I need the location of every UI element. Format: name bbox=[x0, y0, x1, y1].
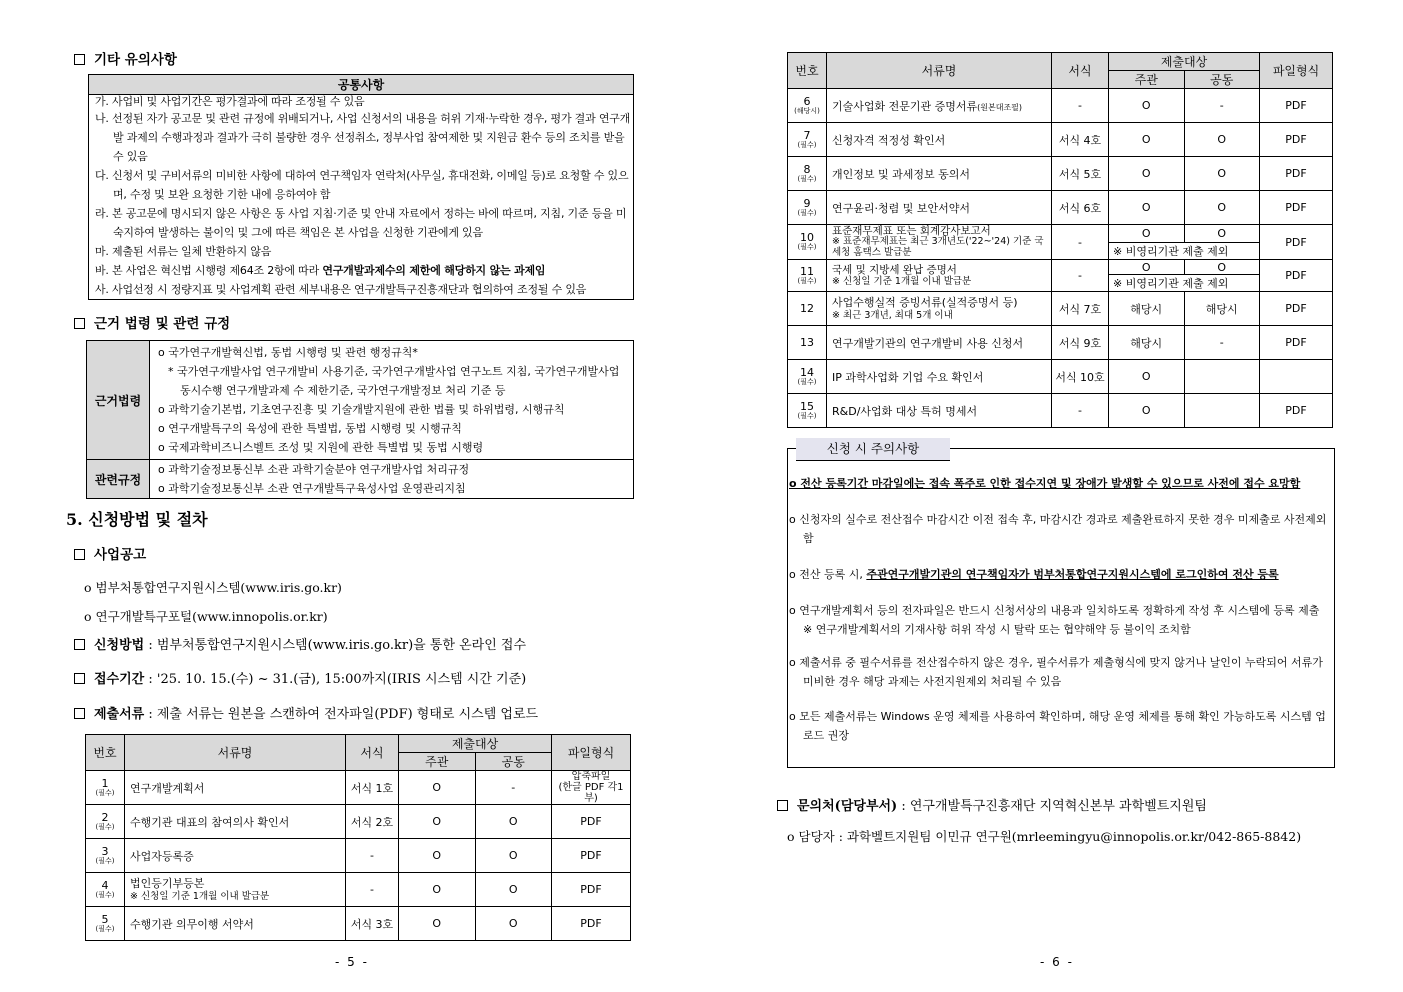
col-file: 파일형식 bbox=[1260, 53, 1333, 89]
col-no: 번호 bbox=[86, 735, 125, 771]
caution-item: o 신청자의 실수로 전산접수 마감시간 이전 접속 후, 마감시간 경과로 제출완료하지 못한 경우 미제출로 사전제외 함 bbox=[789, 513, 1327, 545]
table-row: 5 (필수) 수행기관 의무이행 서약서 서식 3호 O O PDF bbox=[86, 907, 631, 941]
law-table bbox=[86, 340, 634, 499]
checkbox-square-icon bbox=[74, 549, 85, 560]
col-main: 주관 bbox=[1109, 71, 1185, 89]
common-item: 다. 신청서 및 구비서류의 미비한 사항에 대하여 연구책임자 연락처(사무실, 휴대전화, 이메일 등)로 요청할 수 있으며, 수정 및 보완 요청한 기한 내에 응하여야 함 bbox=[95, 169, 629, 201]
table-row: 9 (필수) 연구윤리·청렴 및 보안서약서 서식 6호 O O PDF bbox=[788, 191, 1333, 225]
common-notes-table bbox=[88, 74, 634, 300]
common-notes-header: 공통사항 bbox=[89, 75, 634, 95]
announce-item-innopolis: o 연구개발특구포털(www.innopolis.or.kr) bbox=[84, 609, 328, 624]
table-row: 7 (필수) 신청자격 적정성 확인서 서식 4호 O O PDF bbox=[788, 123, 1333, 157]
common-item: 사. 사업선정 시 정량지표 및 사업계획 관련 세부내용은 연구개발특구진흥재단과 협의하여 조정될 수 있음 bbox=[95, 283, 587, 296]
caution-item: o 전산 등록 시, 주관연구개발기관의 연구책임자가 범부처통합연구지원시스템에 로그인하여 전산 등록 bbox=[789, 568, 1279, 581]
col-main: 주관 bbox=[399, 753, 476, 771]
caution-note: ※ 연구개발계획서의 기재사항 허위 작성 시 탈락 또는 협약해약 등 불이익 조치함 bbox=[803, 623, 1191, 636]
law-item: * 국가연구개발사업 연구개발비 사용기준, 국가연구개발사업 연구노트 지침, 국가연구개발사업 동시수행 연구개발과제 수 제한기준, 국가연구개발정보 처리 기준 등 bbox=[168, 365, 620, 397]
table-row: 1 (필수) 연구개발계획서 서식 1호 O - 압축파일 (한글 PDF 각1부) bbox=[86, 771, 631, 805]
rule-label: 관련규정 bbox=[87, 460, 150, 499]
rule-item: o 과학기술정보통신부 소관 과학기술분야 연구개발사업 처리규정 bbox=[158, 463, 470, 476]
section5-title: 5. 신청방법 및 절차 bbox=[66, 510, 208, 529]
caution-item: o 전산 등록기간 마감일에는 접속 폭주로 인한 접수지연 및 장애가 발생할 수 있으므로 사전에 접수 요망함 bbox=[789, 477, 1301, 490]
col-joint: 공동 bbox=[475, 753, 552, 771]
docs-table-right bbox=[787, 52, 1333, 428]
common-item: 마. 제출된 서류는 일체 반환하지 않음 bbox=[95, 245, 272, 258]
period-line: 접수기간 : '25. 10. 15.(수) ~ 31.(금), 15:00까지(IRIS 시스템 시간 기준) bbox=[74, 668, 526, 687]
checkbox-square-icon bbox=[74, 54, 85, 65]
law-item: o 연구개발특구의 육성에 관한 특별법, 동법 시행령 및 시행규칙 bbox=[158, 422, 462, 435]
checkbox-square-icon bbox=[74, 639, 85, 650]
col-name: 서류명 bbox=[827, 53, 1052, 89]
col-target: 제출대상 bbox=[1109, 53, 1260, 71]
common-item: 가. 사업비 및 사업기간은 평가결과에 따라 조정될 수 있음 bbox=[95, 95, 365, 108]
common-item: 라. 본 공고문에 명시되지 않은 사항은 동 사업 지침·기준 및 안내 자료에서 정하는 바에 따르며, 지침, 기준 등을 미숙지하여 발생하는 불이익 및 그에 따른 책임은 본 사업을 신청한 기관에게 있음 bbox=[95, 207, 627, 239]
table-row: 3 (필수) 사업자등록증 - O O PDF bbox=[86, 839, 631, 873]
caution-item: o 연구개발계획서 등의 전자파일은 반드시 신청서상의 내용과 일치하도록 정확하게 작성 후 시스템에 등록 제출 bbox=[789, 604, 1320, 617]
caution-title: 신청 시 주의사항 bbox=[796, 438, 950, 461]
section-law-heading: 근거 법령 및 관련 규정 bbox=[74, 312, 230, 332]
table-row: 13 연구개발기관의 연구개발비 사용 신청서 서식 9호 해당시 - PDF bbox=[788, 326, 1333, 360]
checkbox-square-icon bbox=[74, 318, 85, 329]
table-row: 15 (필수) R&D/사업화 대상 특허 명세서 - O PDF bbox=[788, 394, 1333, 428]
nonprofit-note: ※ 비영리기관 제출 제외 bbox=[1109, 275, 1260, 292]
col-form: 서식 bbox=[1052, 53, 1109, 89]
checkbox-square-icon bbox=[74, 673, 85, 684]
table-row: 12 사업수행실적 증빙서류(실적증명서 등) ※ 최근 3개년, 최대 5개 이내 서식 7호 해당시 해당시 PDF bbox=[788, 292, 1333, 326]
announce-heading: 사업공고 bbox=[74, 543, 146, 563]
col-target: 제출대상 bbox=[399, 735, 552, 753]
common-item: 나. 선정된 자가 공고문 및 관련 규정에 위배되거나, 사업 신청서의 내용을 허위 기재·누락한 경우, 평가 결과 연구개발 과제의 수행과정과 결과가 극히 불량한 경우 선정취소, 정부사업 참여제한 및 지원금 환수 등의 조치를 받을 수 있음 bbox=[95, 112, 631, 163]
checkbox-square-icon bbox=[74, 708, 85, 719]
table-row: 6 (해당시) 기술사업화 전문기관 증명서류(원본대조필) - O - PDF bbox=[788, 89, 1333, 123]
caution-item: o 모든 제출서류는 Windows 운영 체제를 사용하여 확인하며, 해당 운영 체제를 통해 확인 가능하도록 시스템 업로드 권장 bbox=[789, 710, 1326, 742]
col-file: 파일형식 bbox=[552, 735, 631, 771]
caution-list bbox=[789, 474, 1333, 745]
col-joint: 공동 bbox=[1184, 71, 1260, 89]
col-name: 서류명 bbox=[125, 735, 346, 771]
contact-line: 문의처(담당부서) : 연구개발특구진흥재단 지역혁신본부 과학벨트지원팀 bbox=[777, 795, 1207, 814]
col-form: 서식 bbox=[346, 735, 399, 771]
table-row: 10 (필수) 표준재무제표 또는 회계감사보고서 ※ 표준재무제표는 최근 3개년도('22~'24) 기준 국세청 홈택스 발급분 - O O PDF bbox=[788, 225, 1333, 243]
announce-item-iris: o 범부처통합연구지원시스템(www.iris.go.kr) bbox=[84, 580, 342, 595]
table-row: 2 (필수) 수행기관 대표의 참여의사 확인서 서식 2호 O O PDF bbox=[86, 805, 631, 839]
col-no: 번호 bbox=[788, 53, 827, 89]
method-line: 신청방법 : 범부처통합연구지원시스템(www.iris.go.kr)을 통한 온라인 접수 bbox=[74, 634, 526, 653]
rule-item: o 과학기술정보통신부 소관 연구개발특구육성사업 운영관리지침 bbox=[158, 482, 466, 495]
nonprofit-note: ※ 비영리기관 제출 제외 bbox=[1109, 243, 1260, 260]
law-label: 근거법령 bbox=[87, 341, 150, 460]
law-item: o 국제과학비즈니스벨트 조성 및 지원에 관한 특별법 및 동법 시행령 bbox=[158, 441, 484, 454]
table-row: 4 (필수) 법인등기부등본 ※ 신청일 기준 1개월 이내 발급분 - O O PDF bbox=[86, 873, 631, 907]
docs-table-left bbox=[85, 734, 631, 941]
table-row: 8 (필수) 개인정보 및 과세정보 동의서 서식 5호 O O PDF bbox=[788, 157, 1333, 191]
checkbox-square-icon bbox=[777, 800, 788, 811]
table-row: 14 (필수) IP 과학사업화 기업 수요 확인서 서식 10호 O bbox=[788, 360, 1333, 394]
law-item: o 과학기술기본법, 기초연구진흥 및 기술개발지원에 관한 법률 및 하위법령, 시행규칙 bbox=[158, 403, 565, 416]
caution-item: o 제출서류 중 필수서류를 전산접수하지 않은 경우, 필수서류가 제출형식에 맞지 않거나 날인이 누락되어 서류가 미비한 경우 해당 과제는 사전지원제외 처리될 수 있음 bbox=[789, 656, 1323, 688]
contact-person: o 담당자 : 과학벨트지원팀 이민규 연구원(mrleemingyu@innopolis.or.kr/042-865-8842) bbox=[787, 829, 1302, 844]
page-number-right: - 6 - bbox=[1040, 955, 1074, 969]
docs-line: 제출서류 : 제출 서류는 원본을 스캔하여 전자파일(PDF) 형태로 시스템 업로드 bbox=[74, 703, 538, 722]
section-notes-heading: 기타 유의사항 bbox=[74, 48, 177, 68]
page-number-left: - 5 - bbox=[335, 955, 369, 969]
law-item: o 국가연구개발혁신법, 동법 시행령 및 관련 행정규칙* bbox=[158, 346, 418, 359]
table-row: 11 (필수) 국세 및 지방세 완납 증명서 ※ 신청일 기준 1개월 이내 발급분 - O O PDF bbox=[788, 260, 1333, 275]
common-item: 바. 본 사업은 혁신법 시행령 제64조 2항에 따라 연구개발과제수의 제한에 해당하지 않는 과제임 bbox=[95, 264, 546, 277]
